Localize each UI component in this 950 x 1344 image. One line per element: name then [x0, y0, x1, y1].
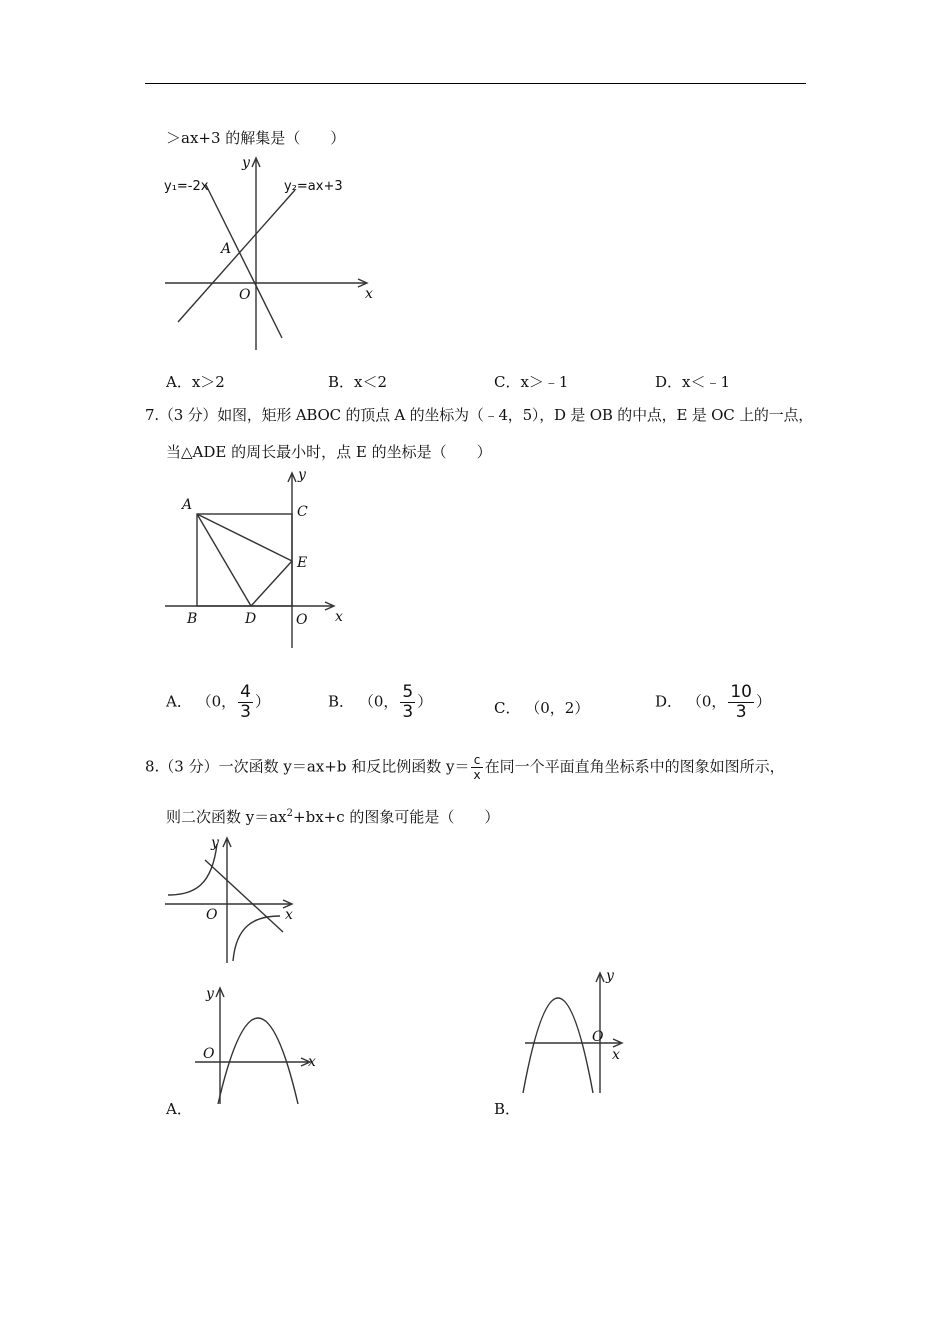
q6-label-y1: y₁=-2x [164, 179, 209, 194]
q7-label-y: y [298, 467, 306, 483]
q6-option-d[interactable]: D．x＜﹣1 [655, 373, 731, 391]
q6-label-x: x [365, 286, 373, 302]
q6-label-o: O [239, 287, 251, 303]
q8b-label-y: y [606, 968, 614, 984]
q8-line2-part2: +bx+c 的图象可能是（ ） [293, 808, 500, 826]
q7-label-d: D [245, 611, 257, 627]
q6-line-y1 [206, 185, 282, 338]
fraction-numerator: 10 [730, 682, 752, 702]
q8-stem-line1 [145, 754, 785, 781]
q6-line-y2 [178, 190, 295, 322]
option-letter: A． [166, 692, 192, 711]
option-pre: （0， [686, 692, 727, 711]
q7-label-e: E [297, 555, 308, 571]
q7-label-x: x [335, 609, 343, 625]
option-letter: C． [494, 699, 521, 717]
fraction-denominator: 3 [735, 702, 747, 722]
fraction-denominator: x [473, 768, 481, 782]
option-post: ） [417, 692, 433, 711]
q8-exponent: 2 [286, 808, 294, 819]
option-fraction [728, 684, 754, 721]
q7-figure [160, 465, 360, 655]
q8-stem-line2 [166, 806, 499, 827]
option-letter: B． [328, 692, 355, 711]
q7-option-a[interactable] [166, 684, 270, 721]
q8a-parabola [218, 1018, 298, 1104]
fraction-numerator: c [471, 754, 482, 768]
option-pre: （0， [196, 692, 237, 711]
q6-label-a: A [221, 241, 232, 257]
q6-label-y2: y₂=ax+3 [284, 179, 343, 194]
q7-stem-line1: 7.（3 分）如图，矩形 ABOC 的顶点 A 的坐标为（﹣4，5），D 是 OB 的中点，E 是 OC 上的一点， [145, 406, 814, 424]
q7-stem-line2: 当△ADE 的周长最小时，点 E 的坐标是（ ） [166, 443, 492, 461]
q8-fraction [471, 754, 482, 781]
q8-line2-part1: 则二次函数 y＝ax [166, 808, 287, 826]
q8b-label-o: O [592, 1029, 604, 1045]
fraction-numerator: 4 [240, 682, 251, 702]
option-fraction [400, 684, 415, 721]
q6-label-y: y [242, 155, 250, 171]
q7-label-o: O [296, 612, 308, 628]
q7-label-a: A [182, 497, 193, 513]
q8-label-x: x [285, 907, 293, 923]
q6-option-c[interactable]: C．x＞﹣1 [494, 373, 569, 391]
q7-option-c[interactable] [494, 697, 589, 718]
q6-figure [150, 150, 390, 360]
option-post: ） [255, 692, 271, 711]
fraction-denominator: 3 [402, 702, 414, 722]
q6-stem-tail: ＞ax+3 的解集是（ ） [166, 129, 346, 147]
option-text: （0，2） [525, 699, 590, 717]
q7-rectangle [197, 514, 292, 606]
q8-line1-part1: 8.（3 分）一次函数 y＝ax+b 和反比例函数 y＝ [145, 757, 470, 776]
q8-label-o: O [206, 907, 218, 923]
q7-label-b: B [187, 611, 198, 627]
option-fraction [238, 684, 253, 721]
q8-label-y: y [211, 835, 219, 851]
header-rule [145, 83, 806, 84]
q8-option-a-graph[interactable] [190, 980, 330, 1110]
q8-figure [160, 830, 310, 970]
q8b-parabola [523, 998, 593, 1093]
q6-option-b[interactable]: B．x＜2 [328, 373, 388, 391]
option-letter: D． [655, 692, 683, 711]
fraction-numerator: 5 [402, 682, 414, 702]
option-post: ） [756, 692, 772, 711]
q8-option-b-letter[interactable]: B． [494, 1100, 521, 1118]
q7-option-d[interactable] [655, 684, 771, 721]
q8-option-a-letter[interactable]: A． [166, 1100, 192, 1118]
fraction-denominator: 3 [240, 702, 251, 722]
q6-option-a[interactable]: A．x＞2 [166, 373, 225, 391]
q8b-label-x: x [612, 1047, 620, 1063]
option-pre: （0， [358, 692, 399, 711]
q8a-label-x: x [308, 1054, 316, 1070]
q8-hyperbola-upper [168, 844, 217, 895]
q8-option-b-graph[interactable] [520, 965, 660, 1100]
q8a-label-y: y [206, 986, 214, 1002]
q7-segment-de [251, 561, 292, 606]
q8a-label-o: O [203, 1046, 215, 1062]
q8-line1-part2: 在同一个平面直角坐标系中的图象如图所示， [484, 757, 785, 776]
q7-label-c: C [297, 504, 308, 520]
q7-option-b[interactable] [328, 684, 432, 721]
